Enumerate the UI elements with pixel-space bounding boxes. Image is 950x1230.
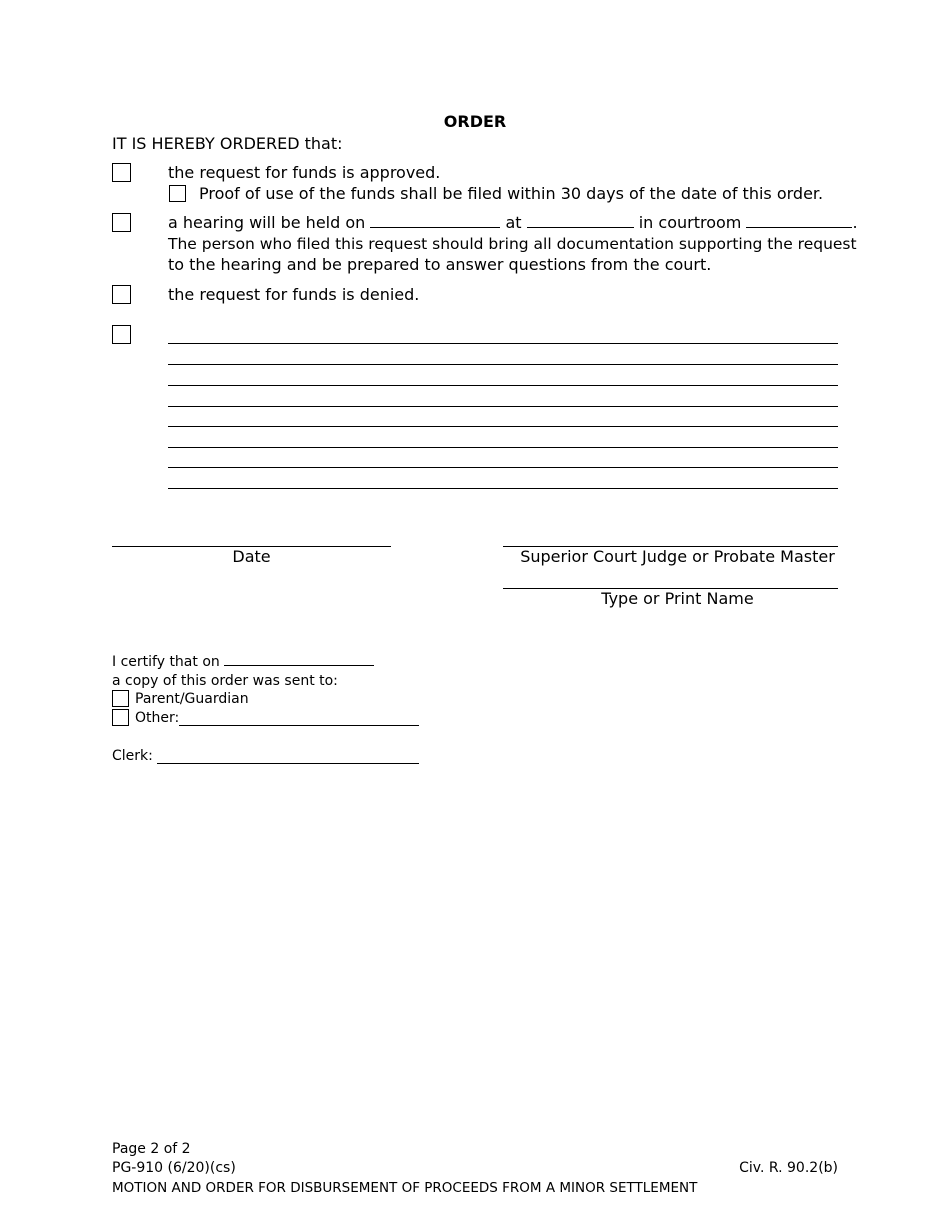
other-order-line[interactable] (168, 406, 838, 407)
other-order-line[interactable] (168, 364, 838, 365)
hearing-at-label: at (505, 213, 522, 232)
parent-guardian-label: Parent/Guardian (135, 691, 249, 707)
print-name-label: Type or Print Name (601, 589, 754, 608)
other-order-line[interactable] (168, 426, 838, 427)
other-order-line[interactable] (168, 447, 838, 448)
approved-checkbox[interactable] (112, 163, 131, 182)
clerk-signature-field[interactable] (157, 763, 419, 764)
denied-text: the request for funds is denied. (168, 285, 420, 304)
order-intro: IT IS HEREBY ORDERED that: (112, 134, 343, 153)
other-recipient-label: Other: (135, 710, 180, 726)
approved-text: the request for funds is approved. (168, 163, 441, 182)
hearing-prefix: a hearing will be held on (168, 213, 366, 232)
other-order-line[interactable] (168, 343, 838, 344)
clerk-label: Clerk: (112, 748, 153, 764)
hearing-courtroom-field[interactable] (746, 213, 852, 228)
hearing-courtroom-label: in courtroom (638, 213, 742, 232)
proof-of-use-checkbox[interactable] (169, 185, 186, 202)
other-recipient-field[interactable] (179, 725, 419, 726)
hearing-line-2: The person who filed this request should bring all documentation supporting the request (168, 235, 857, 253)
judge-label: Superior Court Judge or Probate Master (520, 547, 835, 566)
hearing-line-3: to the hearing and be prepared to answer questions from the court. (168, 255, 712, 274)
hearing-checkbox[interactable] (112, 213, 131, 232)
hearing-date-field[interactable] (370, 213, 500, 228)
form-title: MOTION AND ORDER FOR DISBURSEMENT OF PROCEEDS FROM A MINOR SETTLEMENT (112, 1180, 698, 1196)
other-order-line[interactable] (168, 488, 838, 489)
other-recipient-checkbox[interactable] (112, 709, 129, 726)
other-order-line[interactable] (168, 467, 838, 468)
hearing-line-1 (168, 213, 858, 233)
denied-checkbox[interactable] (112, 285, 131, 304)
parent-guardian-checkbox[interactable] (112, 690, 129, 707)
copy-sent-text: a copy of this order was sent to: (112, 673, 338, 689)
other-order-text[interactable] (168, 325, 838, 343)
other-order-line[interactable] (168, 385, 838, 386)
form-id: PG-910 (6/20)(cs) (112, 1160, 236, 1176)
hearing-period: . (852, 213, 858, 232)
order-title: ORDER (443, 112, 507, 131)
certify-date-field[interactable] (224, 653, 374, 666)
page-number: Page 2 of 2 (112, 1141, 191, 1157)
certify-text: I certify that on (112, 654, 220, 670)
certify-line (112, 653, 374, 671)
date-label: Date (232, 547, 271, 566)
other-order-checkbox[interactable] (112, 325, 131, 344)
civil-rule: Civ. R. 90.2(b) (739, 1160, 838, 1176)
proof-of-use-text: Proof of use of the funds shall be filed within 30 days of the date of this order. (199, 184, 824, 203)
hearing-time-field[interactable] (527, 213, 634, 228)
